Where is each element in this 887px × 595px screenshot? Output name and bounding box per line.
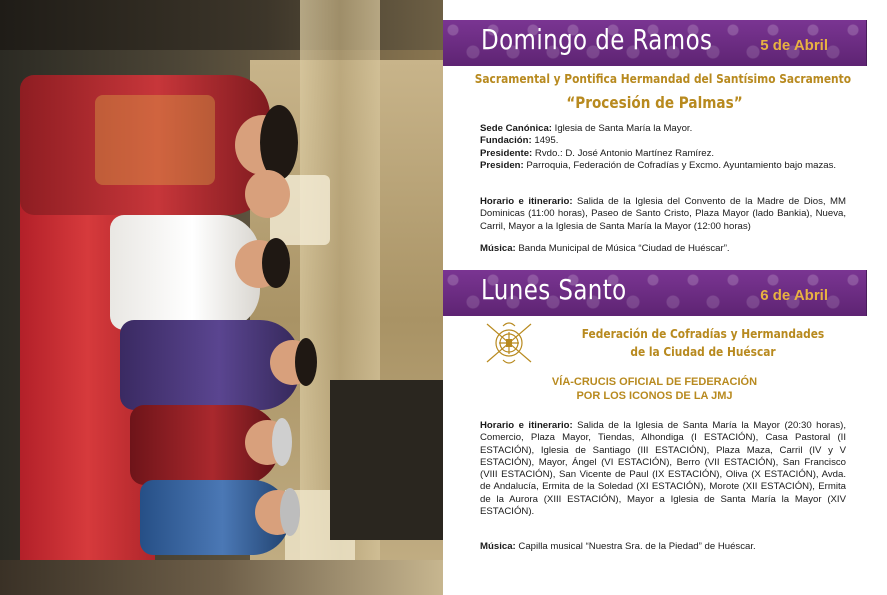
- presidente-line: [480, 148, 846, 160]
- presidente-value: Rvdo.: D. José Antonio Martínez Ramírez.: [532, 147, 715, 159]
- music-block: [480, 541, 846, 553]
- presiden-label: Presiden:: [480, 159, 524, 171]
- photo-gold-embroidery: [95, 95, 215, 185]
- musica-label: Música:: [480, 541, 516, 552]
- program-page: [443, 0, 887, 595]
- music-block: [480, 243, 846, 255]
- sede-label: Sede Canónica:: [480, 123, 552, 134]
- fundacion-line: [480, 135, 846, 147]
- horario-label: Horario e itinerario:: [480, 196, 573, 207]
- viacrucis-title-line2: POR LOS ICONOS DE LA JMJ: [576, 390, 733, 402]
- photo-face: [245, 170, 290, 218]
- itinerary-block: [480, 196, 846, 233]
- presiden-value: Parroquia, Federación de Cofradías y Excmo. Ayuntamiento bajo mazas.: [523, 159, 837, 171]
- photo-bottom-floor: [0, 560, 443, 595]
- musica-value: Banda Municipal de Música “Ciudad de Huéscar”.: [515, 243, 730, 254]
- section-date: 6 de Abril: [760, 287, 828, 304]
- fundacion-label: Fundación:: [480, 135, 532, 147]
- musica-label: Música:: [480, 243, 516, 254]
- section-heading: Lunes Santo: [481, 273, 627, 306]
- photo-hair: [280, 488, 300, 536]
- photo-hair: [295, 338, 317, 386]
- fundacion-value: 1495.: [531, 135, 559, 147]
- itinerary-block: [480, 420, 846, 518]
- presiden-line: [480, 160, 846, 172]
- section-date: 5 de Abril: [760, 37, 828, 54]
- musica-value: Capilla musical “Nuestra Sra. de la Piedad” de Huéscar.: [515, 541, 756, 552]
- federation-emblem-icon: [481, 318, 537, 368]
- event-name: “Procesión de Palmas”: [566, 93, 743, 112]
- procession-photo: [0, 0, 443, 595]
- federation-title-line2: de la Ciudad de Huéscar: [630, 344, 776, 359]
- brotherhood-name: Sacramental y Pontifica Hermandad del Santísimo Sacramento: [474, 71, 851, 86]
- info-block: [480, 123, 846, 172]
- photo-hair: [262, 238, 290, 288]
- photo-hair: [272, 418, 292, 466]
- section-heading: Domingo de Ramos: [481, 23, 713, 56]
- horario-value: Salida de la Iglesia de Santa María la Mayor (20:30 horas), Comercio, Plaza Mayor, Tiendas, Alhondiga (I ESTACIÓN), Casa Pastoral (II ESTACIÓN), Iglesia de Santiago (III ESTACIÓN), Plaza Maza, Carril (IV y V ESTACIÓN), Mayor, Ángel (VI ESTACIÓN), Berro (VII ESTACIÓN), San Francisco (VIII ESTACIÓN), San Vicente de Paul (IX ESTACIÓN), Oliva (X ESTACIÓN), Avda. de Andalucía, Ermita de la Soledad (XI ESTACIÓN), Morote (XII ESTACIÓN), Ermita de la Aurora (XIII ESTACIÓN), Mayor a Iglesia de Santa María la Mayor (XIV ESTACIÓN).: [480, 420, 846, 518]
- sede-value: Iglesia de Santa María la Mayor.: [551, 123, 693, 134]
- presidente-label: Presidente:: [480, 147, 533, 159]
- photo-dark-doorway: [330, 380, 443, 540]
- section-band-domingo: [443, 20, 867, 66]
- federation-title-line1: Federación de Cofradías y Hermandades: [581, 326, 825, 341]
- photo-hair: [260, 105, 298, 180]
- horario-value: Salida de la Iglesia del Convento de la Madre de Dios, MM Dominicas (11:00 horas), Paseo de Santo Cristo, Plaza Mayor (lado Bankia), Nueva, Carril, Mayor a la Iglesia de Santa María la Mayor (12:00 horas): [480, 196, 846, 232]
- section-band-lunes: [443, 270, 867, 316]
- sede-line: [480, 123, 846, 135]
- viacrucis-title-line1: VÍA-CRUCIS OFICIAL DE FEDERACIÓN: [551, 376, 758, 388]
- horario-label: Horario e itinerario:: [480, 420, 573, 431]
